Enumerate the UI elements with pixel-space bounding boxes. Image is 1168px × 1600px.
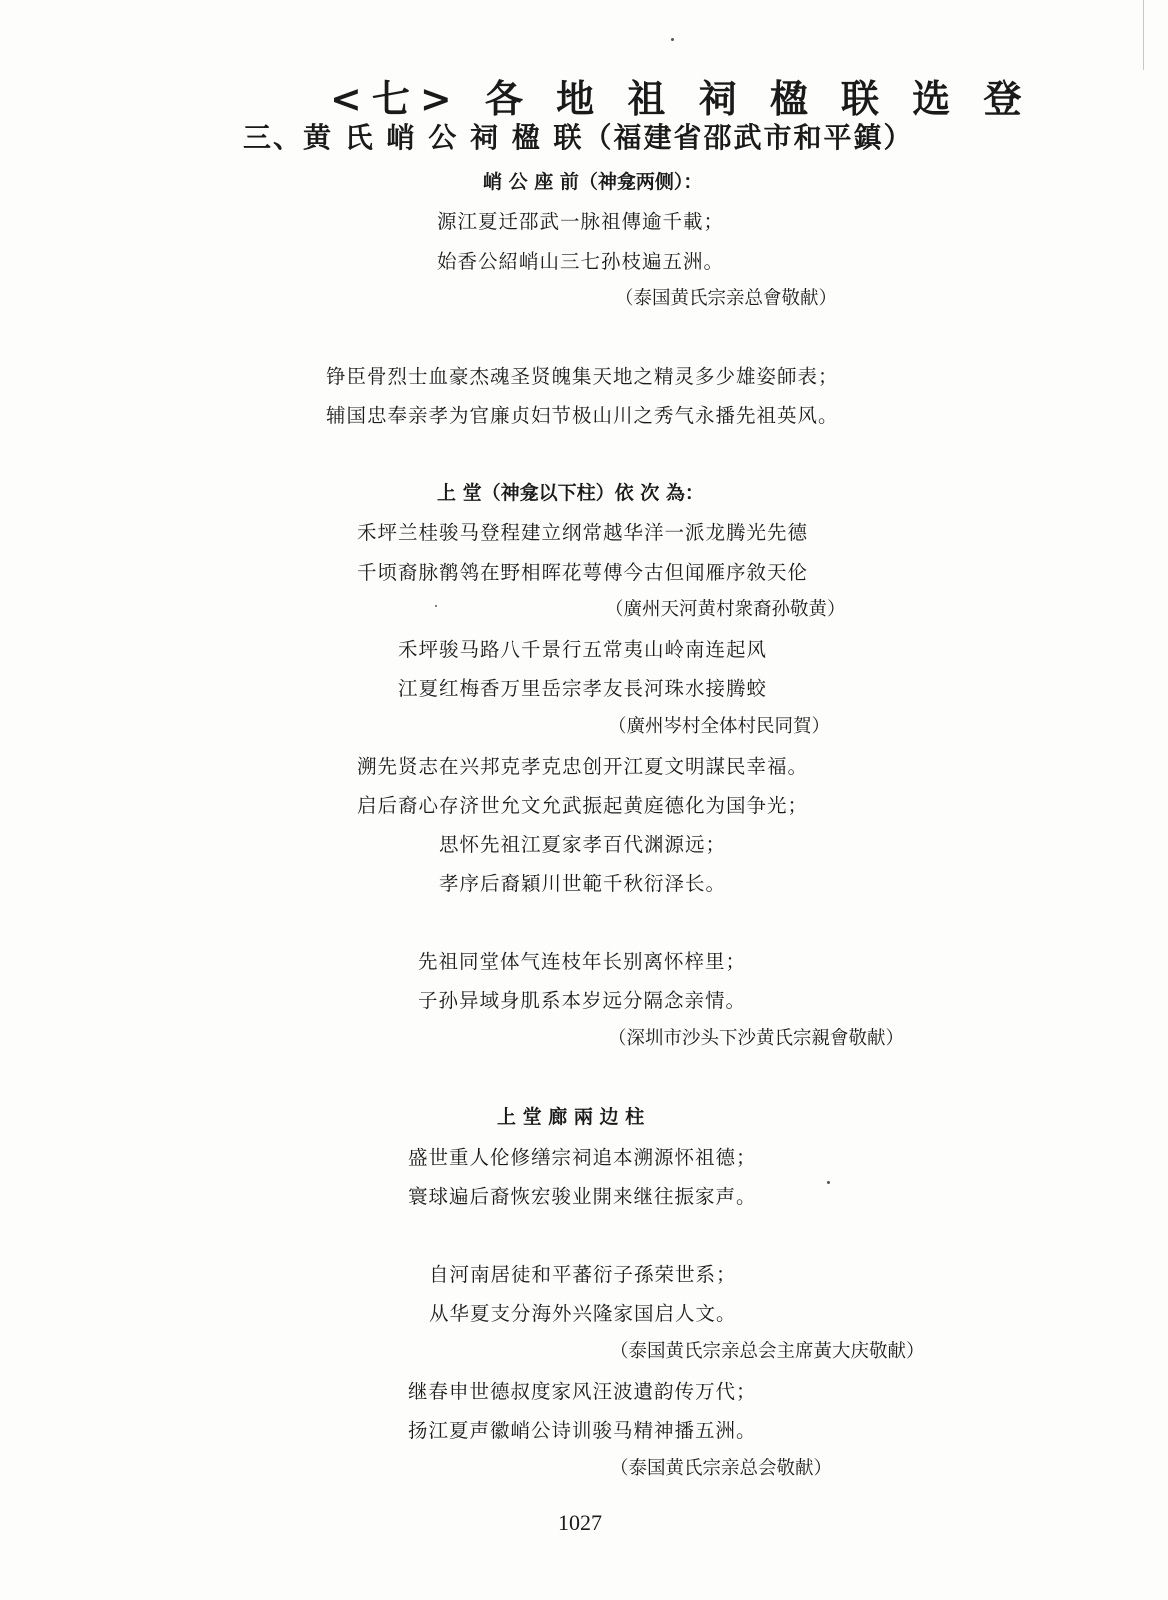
couplet-line: 江夏红梅香万里岳宗孝友長河珠水接腾蛟 <box>398 677 768 700</box>
scan-speck <box>435 605 437 607</box>
couplet-line: 源江夏迁邵武一脉祖傳逾千載； <box>437 210 725 233</box>
couplet-line: 千顷裔脉鹡鸰在野相晖花萼傅今古但闻雁序敘天伦 <box>357 561 809 584</box>
couplet-line: 扬江夏声徽峭公诗训骏马精神播五洲。 <box>408 1419 757 1442</box>
couplet-line: 辅国忠奉亲孝为官廉贞妇节极山川之秀气永播先祖英风。 <box>326 404 839 427</box>
section-heading: 峭 公 座 前（神龛两侧）： <box>483 171 703 193</box>
couplet-line: 禾坪骏马路八千景行五常夷山岭南连起风 <box>398 638 768 661</box>
couplet-line: 思怀先祖江夏家孝百代渊源远； <box>439 833 727 856</box>
couplet-line: 寰球遍后裔恢宏骏业開来继往振家声。 <box>408 1185 757 1208</box>
couplet-line: 从华夏支分海外兴隆家国启人文。 <box>429 1302 737 1325</box>
page-number: 1027 <box>558 1510 602 1535</box>
couplet-line: 孝序后裔穎川世範千秋衍泽长。 <box>439 872 727 895</box>
couplet-line: 始香公紹峭山三七孙枝遍五洲。 <box>437 250 725 273</box>
scan-edge-line <box>1143 0 1144 70</box>
couplet-line: 铮臣骨烈士血豪杰魂圣贤魄集天地之精灵多少雄姿師表； <box>326 365 839 388</box>
couplet-line: 继春申世德叔度家风汪波遺韵传万代； <box>408 1380 757 1403</box>
couplet-line: 禾坪兰桂骏马登程建立纲常越华洋一派龙腾光先德 <box>357 521 809 544</box>
dedication-credit: （深圳市沙头下沙黄氏宗親會敬献） <box>608 1028 905 1049</box>
dedication-credit: （泰国黄氏宗亲总會敬献） <box>615 288 838 309</box>
section-heading: 上 堂（神龛以下柱）依 次 為： <box>437 482 704 504</box>
page-subtitle: 三、黄 氏 峭 公 祠 楹 联（福建省邵武市和平鎮） <box>243 121 914 154</box>
section-heading: 上 堂 廊 兩 边 柱 <box>497 1106 645 1128</box>
scan-speck <box>827 1181 830 1184</box>
couplet-line: 盛世重人伦修缮宗祠追本溯源怀祖德； <box>408 1146 757 1169</box>
couplet-line: 自河南居徒和平蕃衍子孫荣世系； <box>429 1263 737 1286</box>
couplet-line: 子孙异域身肌系本岁远分隔念亲情。 <box>418 989 747 1012</box>
page-title: <七> 各 地 祖 祠 楹 联 选 登 <box>330 76 1032 121</box>
couplet-line: 先祖同堂体气连枝年长别离怀梓里； <box>418 950 747 973</box>
scan-speck <box>671 38 674 41</box>
dedication-credit: （泰国黄氏宗亲总会敬献） <box>610 1458 833 1479</box>
dedication-credit: （泰国黄氏宗亲总会主席黃大庆敬献） <box>610 1341 925 1362</box>
couplet-line: 启后裔心存济世允文允武振起黄庭德化为国争光； <box>357 794 809 817</box>
dedication-credit: （廣州天河黄村衆裔孙敬黄） <box>605 599 846 620</box>
dedication-credit: （廣州岑村全体村民同賀） <box>608 716 831 737</box>
couplet-line: 溯先贤志在兴邦克孝克忠创开江夏文明謀民幸福。 <box>357 755 809 778</box>
